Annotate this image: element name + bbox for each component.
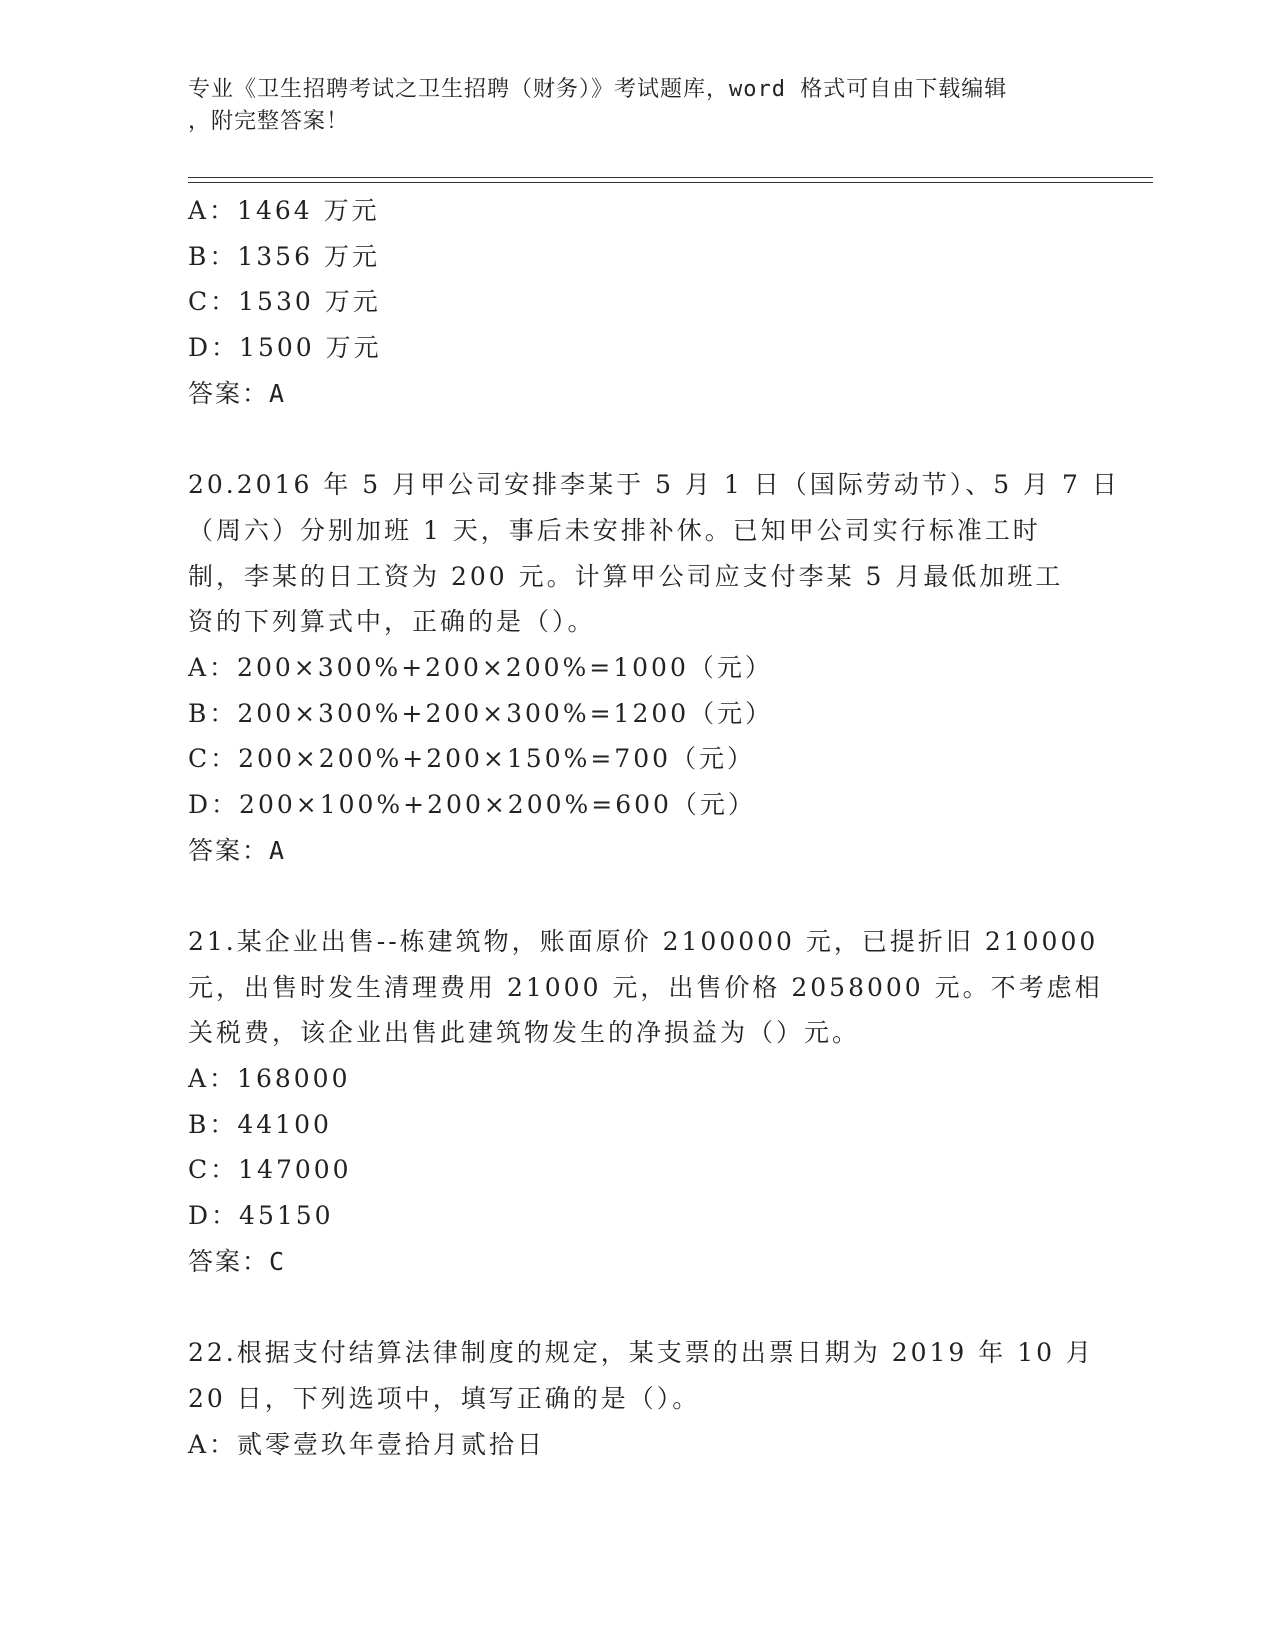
option-d: D：1500 万元: [188, 333, 382, 363]
question-text-line: 20 日，下列选项中，填写正确的是（）。: [188, 1383, 701, 1413]
option-c: C：147000: [188, 1155, 352, 1185]
option-d: D：45150: [188, 1201, 334, 1231]
header-line-2: ，附完整答案！: [188, 109, 350, 134]
document-body: [188, 188, 1120, 1467]
document-header: [188, 74, 1068, 138]
question-19-options: [188, 188, 1078, 416]
question-text-line: 22.根据支付结算法律制度的规定，某支票的出票日期为 2019 年 10 月: [188, 1338, 1094, 1368]
question-21: [188, 919, 1103, 1285]
option-d: D：200×100%+200×200%=600（元）: [188, 789, 756, 819]
header-line-1: 专业《卫生招聘考试之卫生招聘（财务）》考试题库，word 格式可自由下载编辑: [188, 77, 1008, 102]
option-a: A：168000: [188, 1064, 351, 1094]
header-divider-bottom: [188, 182, 1153, 183]
option-a: A：200×300%+200×200%=1000（元）: [188, 652, 773, 682]
answer-21: 答案：C: [188, 1246, 287, 1276]
question-text-line: 关税费，该企业出售此建筑物发生的净损益为（）元。: [188, 1018, 861, 1048]
option-c: C：1530 万元: [188, 287, 381, 317]
option-b: B：200×300%+200×300%=1200（元）: [188, 698, 774, 728]
option-a: A：贰零壹玖年壹拾月贰拾日: [188, 1429, 546, 1459]
question-20: [188, 462, 1120, 873]
answer-19: 答案：A: [188, 378, 287, 408]
question-22: [188, 1330, 1094, 1467]
question-text-line: 资的下列算式中，正确的是（）。: [188, 607, 596, 637]
option-a: A：1464 万元: [188, 196, 380, 225]
option-c: C：200×200%+200×150%=700（元）: [188, 744, 756, 774]
spacer: [188, 1285, 1078, 1331]
header-divider-top: [188, 177, 1153, 178]
question-text-line: （周六）分别加班 1 天，事后未安排补休。已知甲公司实行标准工时: [188, 515, 1041, 545]
spacer: [188, 416, 1078, 462]
question-text-line: 20.2016 年 5 月甲公司安排李某于 5 月 1 日（国际劳动节）、5 月 7 日: [188, 470, 1120, 500]
spacer: [188, 873, 1078, 919]
option-b: B：44100: [188, 1109, 332, 1139]
answer-20: 答案：A: [188, 835, 287, 865]
question-text-line: 21.某企业出售--栋建筑物，账面原价 2100000 元，已提折旧 210000: [188, 927, 1099, 956]
option-b: B：1356 万元: [188, 241, 380, 271]
question-text-line: 制，李某的日工资为 200 元。计算甲公司应支付李某 5 月最低加班工: [188, 561, 1064, 591]
question-text-line: 元，出售时发生清理费用 21000 元，出售价格 2058000 元。不考虑相: [188, 972, 1103, 1002]
